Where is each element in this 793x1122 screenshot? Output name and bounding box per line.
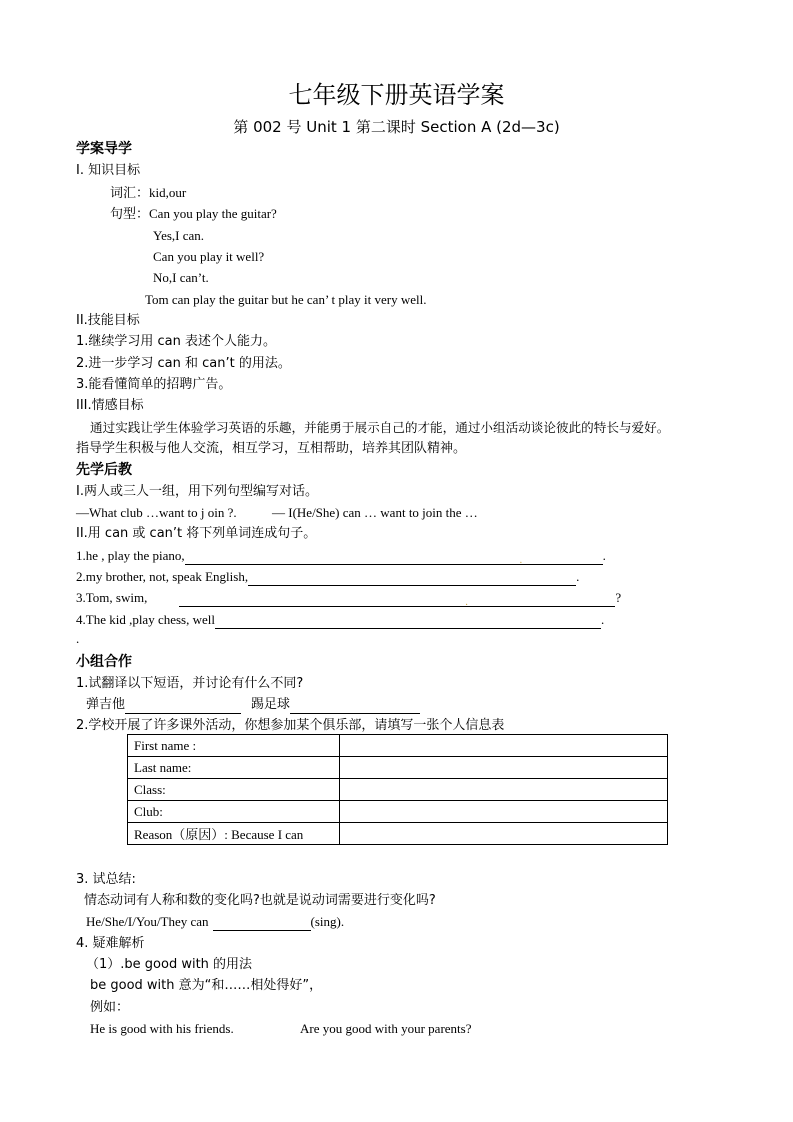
vocab-line (110, 184, 186, 203)
part2-heading: II.用 can 或 can’t 将下列单词连成句子。 (76, 526, 317, 541)
info-table (127, 734, 668, 845)
skill-item-2: 2.进一步学习 can 和 can’t 的用法。 (76, 356, 291, 371)
dialog-pattern-right: — I(He/She) can … want to join the … (272, 505, 478, 520)
sentence-4-blank[interactable] (215, 614, 601, 629)
pattern-2: Yes,I can. (153, 228, 205, 243)
part1-heading: I.两人或三人一组，用下列句型编写对话。 (76, 484, 318, 499)
phrase-2-blank[interactable] (290, 699, 420, 714)
stray-period: . (76, 631, 80, 646)
translate-line (86, 696, 420, 714)
phrase-play-guitar: 弹吉他 (86, 697, 126, 712)
sentence-item-2 (76, 568, 579, 586)
info-label-club: Club: (128, 801, 340, 823)
group-q1: 1.试翻译以下短语，并讨论有什么不同? (76, 676, 304, 691)
fill-prefix: He/She/I/You/They can (86, 914, 209, 929)
group-q4-example-1: He is good with his friends. (90, 1021, 234, 1036)
section-heading-guide: 学案导学 (76, 141, 132, 157)
pattern-1: Can you play the guitar? (149, 206, 277, 221)
group-q4-meaning: be good with 意为“和……相处得好”， (90, 978, 323, 993)
group-q4-example-label: 例如： (90, 1000, 130, 1015)
pattern-3: Can you play it well? (153, 249, 265, 264)
vocab-words: kid,our (149, 185, 187, 200)
dialog-pattern-left: —What club …want to j oin ?. (76, 505, 237, 520)
table-row (128, 779, 668, 801)
sentence-4-words: 4.The kid ,play chess, well (76, 612, 215, 627)
table-row (128, 823, 668, 845)
pattern-4: No,I can’t. (153, 270, 209, 285)
pattern-line (110, 205, 277, 224)
emotion-line-1: 通过实践让学生体验学习英语的乐趣，并能勇于展示自己的才能，通过小组活动谈论彼此的特长与爱好。 (90, 420, 670, 435)
sentence-2-words: 2.my brother, not, speak English, (76, 569, 249, 584)
sentence-item-4 (76, 611, 604, 629)
table-row (128, 735, 668, 757)
sentence-1-words: 1.he , play the piano, (76, 548, 185, 563)
page-subtitle: 第 002 号 Unit 1 第二课时 Section A (2d—3c) (233, 118, 560, 136)
emotion-heading: III.情感目标 (76, 398, 144, 413)
group-q4-example-2: Are you good with your parents? (300, 1021, 472, 1036)
sentence-2-end: . (576, 569, 580, 584)
phrase-play-soccer: 踢足球 (251, 697, 291, 712)
sentence-3-end: ? (615, 590, 622, 605)
table-row (128, 801, 668, 823)
fill-suffix: (sing). (310, 914, 345, 929)
sentence-item-1 (76, 547, 606, 565)
group-q4-sub1: （1）.be good with 的用法 (86, 957, 253, 972)
emotion-line-2: 指导学生积极与他人交流，相互学习，互相帮助，培养其团队精神。 (76, 441, 467, 456)
info-label-reason: Reason（原因）: Because I can (128, 823, 340, 845)
knowledge-heading: I. 知识目标 (76, 163, 141, 178)
sentence-3-blank[interactable]: . (179, 592, 615, 607)
skill-item-1: 1.继续学习用 can 表述个人能力。 (76, 334, 277, 349)
group-q3-fill (86, 913, 344, 931)
group-q4: 4. 疑难解析 (76, 936, 145, 951)
info-input-club[interactable] (340, 801, 668, 823)
info-label-first-name: First name : (128, 735, 340, 757)
info-input-last-name[interactable] (340, 757, 668, 779)
info-input-reason[interactable] (340, 823, 668, 845)
info-label-last-name: Last name: (128, 757, 340, 779)
group-q2: 2.学校开展了许多课外活动，你想参加某个俱乐部，请填写一张个人信息表 (76, 718, 505, 733)
sentence-1-blank[interactable]: . (185, 550, 603, 565)
info-input-class[interactable] (340, 779, 668, 801)
sentence-4-end: . (601, 612, 605, 627)
table-row (128, 757, 668, 779)
sentence-3-words: 3.Tom, swim, (76, 590, 148, 605)
fill-blank-sing[interactable] (213, 916, 311, 931)
sentence-2-blank[interactable] (248, 571, 576, 586)
info-input-first-name[interactable] (340, 735, 668, 757)
group-q3: 3. 试总结: (76, 872, 136, 887)
sentence-item-3 (76, 589, 621, 607)
phrase-1-blank[interactable] (125, 699, 241, 714)
section-heading-group: 小组合作 (76, 654, 132, 670)
skill-item-3: 3.能看懂简单的招聘广告。 (76, 377, 232, 392)
vocab-label: 词汇： (110, 186, 150, 201)
info-label-class: Class: (128, 779, 340, 801)
group-q3-question: 情态动词有人称和数的变化吗?也就是说动词需要进行变化吗? (84, 893, 436, 908)
pattern-5: Tom can play the guitar but he can’ t play it very well. (145, 292, 427, 307)
skill-heading: II.技能目标 (76, 313, 140, 328)
sentence-1-end: . (602, 548, 606, 563)
page-title: 七年级下册英语学案 (288, 81, 505, 109)
section-heading-prelearn: 先学后教 (76, 462, 132, 478)
pattern-label: 句型： (110, 207, 150, 222)
